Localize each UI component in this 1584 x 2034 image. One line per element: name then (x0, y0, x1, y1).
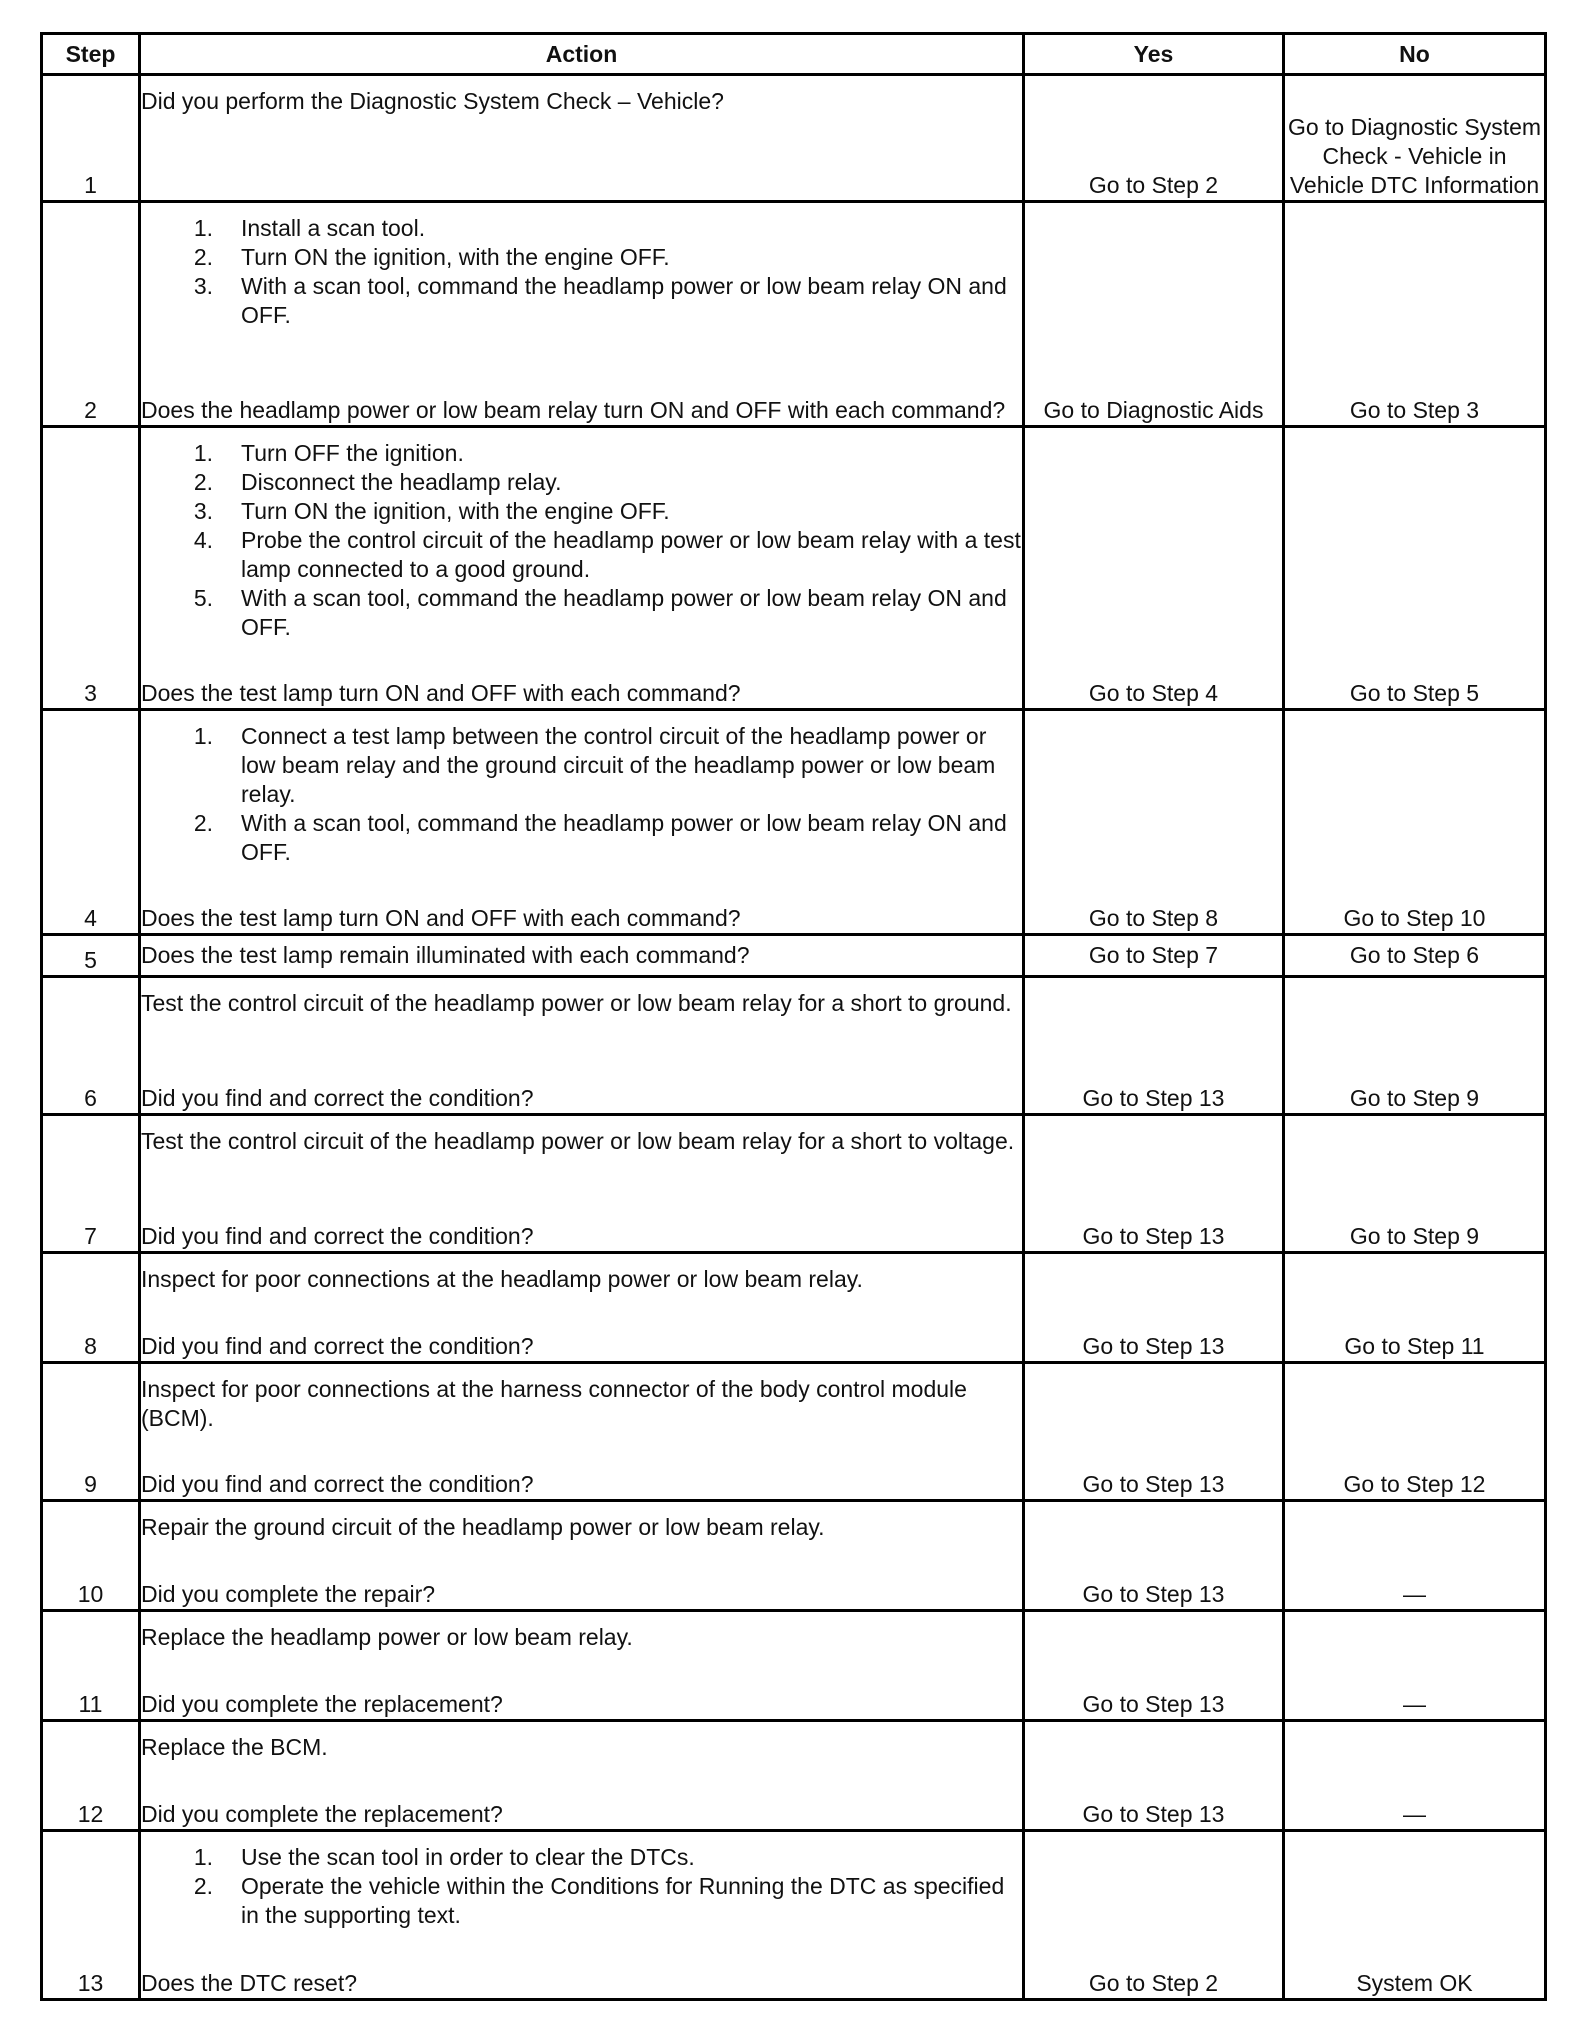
procedure-list (141, 214, 1022, 330)
procedure-item-number: 5. (193, 585, 213, 611)
action-cell (140, 977, 1024, 1115)
yes-result: Go to Step 13 (1024, 1501, 1284, 1611)
procedure-item-text: With a scan tool, command the headlamp power or low beam relay ON and OFF. (241, 585, 1007, 640)
yes-result: Go to Step 13 (1024, 1363, 1284, 1501)
procedure-item (141, 584, 1022, 642)
procedure-item (141, 722, 1022, 809)
action-question: Did you find and correct the condition? (141, 1471, 534, 1497)
step-number: 8 (42, 1253, 140, 1363)
action-question: Did you find and correct the condition? (141, 1333, 534, 1359)
procedure-item (141, 1843, 1022, 1872)
action-text: Replace the headlamp power or low beam relay. (141, 1624, 633, 1650)
table-row (42, 427, 1546, 710)
no-result: Go to Step 9 (1284, 1115, 1546, 1253)
table-row (42, 1253, 1546, 1363)
action-cell (140, 1721, 1024, 1831)
step-number: 1 (42, 75, 140, 202)
table-row (42, 1501, 1546, 1611)
procedure-item-text: Install a scan tool. (241, 215, 426, 241)
no-result: Go to Diagnostic System Check - Vehicle in Vehicle DTC Information (1284, 75, 1546, 202)
action-cell (140, 1115, 1024, 1253)
action-question: Does the test lamp remain illuminated with each command? (141, 942, 750, 968)
procedure-item-text: Turn ON the ignition, with the engine OFF. (241, 244, 670, 270)
table-row (42, 710, 1546, 935)
step-number: 7 (42, 1115, 140, 1253)
action-cell (140, 710, 1024, 935)
step-number: 2 (42, 202, 140, 427)
action-text: Replace the BCM. (141, 1734, 328, 1760)
header-row (42, 34, 1546, 75)
step-number: 3 (42, 427, 140, 710)
table-row (42, 202, 1546, 427)
no-result: Go to Step 3 (1284, 202, 1546, 427)
action-text: Did you perform the Diagnostic System Check – Vehicle? (141, 88, 724, 114)
yes-result: Go to Step 4 (1024, 427, 1284, 710)
procedure-item-text: Turn OFF the ignition. (241, 440, 464, 466)
no-result: System OK (1284, 1831, 1546, 2000)
table-row (42, 1115, 1546, 1253)
no-result: Go to Step 12 (1284, 1363, 1546, 1501)
procedure-item-text: Disconnect the headlamp relay. (241, 469, 562, 495)
procedure-item-number: 3. (193, 273, 213, 299)
action-text: Inspect for poor connections at the harness connector of the body control module (BCM). (141, 1376, 967, 1431)
yes-result: Go to Diagnostic Aids (1024, 202, 1284, 427)
procedure-item (141, 243, 1022, 272)
procedure-item (141, 497, 1022, 526)
procedure-item-number: 4. (193, 527, 213, 553)
action-text: Test the control circuit of the headlamp power or low beam relay for a short to voltage. (141, 1128, 1015, 1154)
procedure-item-text: With a scan tool, command the headlamp power or low beam relay ON and OFF. (241, 810, 1007, 865)
procedure-item (141, 468, 1022, 497)
yes-result: Go to Step 7 (1024, 935, 1284, 977)
procedure-item (141, 809, 1022, 867)
table-row (42, 935, 1546, 977)
action-question: Did you find and correct the condition? (141, 1085, 534, 1111)
table-row (42, 1363, 1546, 1501)
action-question: Did you complete the replacement? (141, 1801, 503, 1827)
header-no: No (1284, 34, 1546, 75)
table-row (42, 1831, 1546, 2000)
action-question: Did you complete the repair? (141, 1581, 436, 1607)
procedure-list (141, 722, 1022, 867)
step-number: 13 (42, 1831, 140, 2000)
yes-result: Go to Step 2 (1024, 1831, 1284, 2000)
action-question: Does the test lamp turn ON and OFF with each command? (141, 680, 741, 706)
procedure-item-number: 2. (193, 469, 213, 495)
step-number: 9 (42, 1363, 140, 1501)
yes-result: Go to Step 8 (1024, 710, 1284, 935)
no-result: — (1284, 1501, 1546, 1611)
table-row (42, 1611, 1546, 1721)
action-cell (140, 75, 1024, 202)
action-question: Does the headlamp power or low beam relay turn ON and OFF with each command? (141, 397, 1006, 423)
no-result: Go to Step 10 (1284, 710, 1546, 935)
procedure-item (141, 1872, 1022, 1930)
no-result: — (1284, 1721, 1546, 1831)
no-result: Go to Step 11 (1284, 1253, 1546, 1363)
yes-result: Go to Step 13 (1024, 1721, 1284, 1831)
yes-result: Go to Step 2 (1024, 75, 1284, 202)
procedure-item (141, 272, 1022, 330)
procedure-list (141, 1843, 1022, 1930)
table-row (42, 75, 1546, 202)
action-question: Does the test lamp turn ON and OFF with each command? (141, 905, 741, 931)
procedure-item-number: 1. (193, 723, 213, 749)
procedure-item-number: 1. (193, 215, 213, 241)
action-cell (140, 935, 1024, 977)
step-number: 4 (42, 710, 140, 935)
action-cell (140, 202, 1024, 427)
procedure-item (141, 439, 1022, 468)
no-result: Go to Step 6 (1284, 935, 1546, 977)
action-cell (140, 1501, 1024, 1611)
procedure-item-text: Probe the control circuit of the headlamp power or low beam relay with a test lamp connected to a good ground. (241, 527, 1021, 582)
action-cell (140, 1253, 1024, 1363)
table-row (42, 1721, 1546, 1831)
action-cell (140, 1363, 1024, 1501)
diagnostic-table (40, 32, 1547, 2001)
procedure-item (141, 214, 1022, 243)
action-text: Repair the ground circuit of the headlamp power or low beam relay. (141, 1514, 825, 1540)
procedure-item-number: 2. (193, 810, 213, 836)
action-question: Did you find and correct the condition? (141, 1223, 534, 1249)
action-text: Test the control circuit of the headlamp power or low beam relay for a short to ground. (141, 990, 1012, 1016)
procedure-item-number: 2. (193, 244, 213, 270)
action-cell (140, 1611, 1024, 1721)
procedure-item-text: Turn ON the ignition, with the engine OFF. (241, 498, 670, 524)
step-number: 5 (42, 935, 140, 977)
procedure-item (141, 526, 1022, 584)
procedure-item-text: Connect a test lamp between the control circuit of the headlamp power or low beam relay and the ground circuit of the headlamp power or low beam relay. (241, 723, 996, 807)
header-action: Action (140, 34, 1024, 75)
step-number: 12 (42, 1721, 140, 1831)
yes-result: Go to Step 13 (1024, 1253, 1284, 1363)
procedure-item-text: Operate the vehicle within the Conditions for Running the DTC as specified in the supporting text. (241, 1873, 1005, 1928)
procedure-item-text: Use the scan tool in order to clear the DTCs. (241, 1844, 695, 1870)
action-question: Did you complete the replacement? (141, 1691, 503, 1717)
no-result: — (1284, 1611, 1546, 1721)
action-cell (140, 427, 1024, 710)
table-row (42, 977, 1546, 1115)
procedure-item-text: With a scan tool, command the headlamp power or low beam relay ON and OFF. (241, 273, 1007, 328)
action-cell (140, 1831, 1024, 2000)
yes-result: Go to Step 13 (1024, 977, 1284, 1115)
no-result: Go to Step 9 (1284, 977, 1546, 1115)
action-text: Inspect for poor connections at the headlamp power or low beam relay. (141, 1266, 863, 1292)
yes-result: Go to Step 13 (1024, 1115, 1284, 1253)
procedure-item-number: 1. (193, 440, 213, 466)
procedure-item-number: 3. (193, 498, 213, 524)
header-yes: Yes (1024, 34, 1284, 75)
step-number: 6 (42, 977, 140, 1115)
procedure-item-number: 2. (193, 1873, 213, 1899)
header-step: Step (42, 34, 140, 75)
procedure-item-number: 1. (193, 1844, 213, 1870)
step-number: 10 (42, 1501, 140, 1611)
yes-result: Go to Step 13 (1024, 1611, 1284, 1721)
procedure-list (141, 439, 1022, 642)
step-number: 11 (42, 1611, 140, 1721)
action-question: Does the DTC reset? (141, 1970, 358, 1996)
no-result: Go to Step 5 (1284, 427, 1546, 710)
